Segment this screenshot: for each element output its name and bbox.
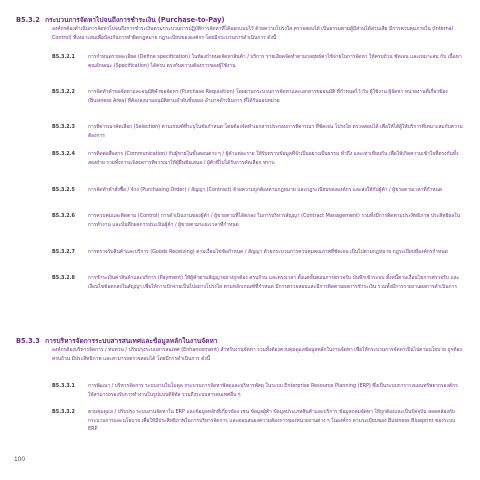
item-text: การติดต่อสื่อสาร (Communication) กับผู้ขายในขั้นตอนต่าง ๆ / ผู้ค้าแต่ละราย ให้รับทราบข้อมูลที่จำเป็นอย่างเป็นธรรม ทั่วถึง และเท่าเทียมกัน เพื่อให้เกิดความเข้าใจที่ตรงกันทั้งสองฝ่าย รวมทั้งการแจ้งผลการพิจารณาให้ผู้ยื่นข้อเสนอ / ผู้ค้าที่ไม่ได้รับการคัดเลือก ทราบ [88, 151, 459, 166]
list-item [52, 248, 464, 257]
section-number: B5.3.2 [16, 16, 40, 24]
section-number: B5.3.3 [16, 337, 40, 345]
list-item [52, 274, 464, 291]
item-text: การพัฒนา / บริหารจัดการ ระบบงานในโมดูล กระบวนการจัดหาพัสดุและบริหารพัสดุ ในระบบ Enterprise Resource Planning (ERP) ซึ่งเป็นระบบการวางแผนทรัพยากรองค์กร ให้สามารถรองรับการทำงานในรูปแบบดิจิทัล รวมถึงระบบสารสนเทศอื่น ๆ [88, 383, 458, 398]
item-text: การตรวจรับสินค้าและบริการ (Goods Receiving) ตามเงื่อนไขข้อกำหนด / สัญญา ด้วยกระบวนการควบคุมคุณภาพที่ชัดเจน เป็นไปตามกฎหมาย กฎระเบียบที่องค์กรกำหนด [88, 249, 448, 255]
list-item [52, 88, 464, 105]
item-text: การชำระเงินค่าสินค้าและบริการ (Payment) ให้ผู้ค้าตามสัญญาอย่างถูกต้อง ครบถ้วน และตรงเวลา ตั้งแต่ขั้นตอนการตรวจรับ บันทึกเข้าระบบ ตั้งหนี้ตามเงื่อนไขการตรวจรับ และเงื่อนไขข้อตกลงในสัญญา เพื่อให้การเบิกจ่ายเป็นไปอย่างโปร่งใส ตามหลักเกณฑ์ที่กำหนด มีการตรวจสอบและมีการติดตามผลการชำระเงิน รวมทั้งมีการรายงานผลการดำเนินการ [88, 275, 460, 290]
item-number: B5.3.2.8 [52, 275, 75, 281]
section-title: กระบวนการจัดหาไปจนถึงการชำระเงิน (Purchase-to-Pay) [45, 16, 225, 24]
item-number: B5.3.2.1 [52, 54, 75, 60]
list-item [52, 53, 464, 70]
item-number: B5.3.3.2 [52, 409, 75, 415]
item-number: B5.3.2.3 [52, 124, 75, 130]
list-item [52, 150, 464, 167]
item-text: การจัดทำคำสั่งซื้อ / จ้าง (Purchasing Order) / สัญญา (Contract) ด้วยความถูกต้องตามกฎหมาย และกฎระเบียบขององค์กร และส่งให้กับผู้ค้า / ผู้ขายตามเวลาที่กำหนด [88, 187, 443, 193]
item-number: B5.3.2.4 [52, 151, 75, 157]
list-item [52, 212, 464, 229]
section-heading-b533 [16, 335, 218, 346]
section-title: การบริหารจัดการระบบสารสนเทศและข้อมูลหลักในงานจัดหา [45, 337, 218, 345]
item-text: การจัดทำคำขอจัดหาและอนุมัติคำขอจัดหา (Purchase Requisition) โดยผ่านกระบวนการจัดหาและเอกสารขออนุมัติ ที่กำหนดไว้ กับ ผู้ใช้งาน ผู้จัดหา หน่วยงานที่เกี่ยวข้อง (Business Area) ที่ต้องลงนามอนุมัติตามลำดับชั้นของ อำนาจดำเนินการ ที่ได้รับมอบหมาย [88, 89, 448, 104]
item-number: B5.3.2.7 [52, 249, 75, 255]
item-text: การกำหนดรายละเอียด (Define specification) ในท้องกำหนดจัดหาสินค้า / บริการ รายเอียดจัดทำตามกลยุทธ์ค่าใช้จ่ายในการจัดหา ให้ครบถ้วน ชัดเจน และเหมาะสม กับ เนื้อหาคุณลักษณะ (Specification) ได้ครบ ตรงกับความต้องการของผู้ใช้งาน [88, 54, 462, 69]
item-text: การควบคุมและติดตาม (Control) การดำเนินงานของผู้ค้า / ผู้ขายตามที่ได้ตกลง ในการบริหารสัญญา (Contract Management) รวมทั้งมีการติดตามประสิทธิภาพ ประสิทธิผลในการทำงาน และบันทึกผลการประเมินผู้ค้า / ผู้ขายตามระยะเวลาที่กำหนด [88, 213, 461, 228]
list-item [52, 408, 464, 434]
list-item [52, 382, 464, 399]
item-number: B5.3.2.5 [52, 187, 75, 193]
item-number: B5.3.3.1 [52, 383, 75, 389]
list-item [52, 123, 464, 140]
item-text: การพิจารณาคัดเลือก (Selection) ตามเกณฑ์ที่ระบุในข้อกำหนด โดยต้องจัดทำเอกสารประกอบการพิจารณา ที่ชัดเจน โปร่งใส ตรวจสอบได้ เพื่อให้ได้ผู้ให้บริการที่เหมาะสมกับความต้องการ [88, 124, 463, 139]
list-item [52, 186, 464, 195]
section-intro-b533: องค์กรต้องบริหารจัดการ / ทบทวน / ปรับปรุงระบบสารสนเทศ (Enhancement) สำหรับงานจัดหา รวมทั้งต้องควบคุมดูแลข้อมูลหลักในงานจัดหา เพื่อให้กระบวนการจัดหาเป็นไปตามนโยบาย ถูกต้อง ครบถ้วน มีประสิทธิภาพ และสามารถตรวจสอบได้ โดยมีการดำเนินการ ดังนี้ [52, 347, 462, 362]
section-heading-b532 [16, 14, 224, 25]
item-number: B5.3.2.2 [52, 89, 75, 95]
page-number: 100 [14, 456, 26, 463]
section-intro-b532: องค์กรต้องดำเนินการจัดหาไปจนถึงการชำระเงินตามกระบวนการปฏิบัติการจัดหาที่ได้ออกแบบไว้ ด้วยความโปร่งใส ตรวจสอบได้ เป็นธรรมตามผู้มีส่วนได้ส่วนเสีย มีการควบคุมภายใน (Internal Control) ที่เหมาะสมเพื่อป้องกันการทำผิดกฎหมาย กฎระเบียบขององค์กร โดยมีกระบวนการดำเนินการ ดังนี้ [52, 26, 454, 41]
item-text: ควบคุมดูแล / ปรับปรุง ระบบงานจัดหาใน ERP และข้อมูลหลักที่เกี่ยวข้อง เช่น ข้อมูลผู้ค้า ข้อมูลประเภทสินค้าและบริการ ข้อมูลกลุ่มจัดหา ให้ถูกต้องและเป็นปัจจุบัน สอดคล้องกับกระบวนการและนโยบาย เพื่อให้มีประสิทธิภาพในการบริหารจัดการ และตอบสนองความต้องการของหน่วยงานต่าง ๆ ในองค์กร ตามระเบียบของ Business Blueprint ของระบบ ERP [88, 409, 456, 433]
item-number: B5.3.2.6 [52, 213, 75, 219]
